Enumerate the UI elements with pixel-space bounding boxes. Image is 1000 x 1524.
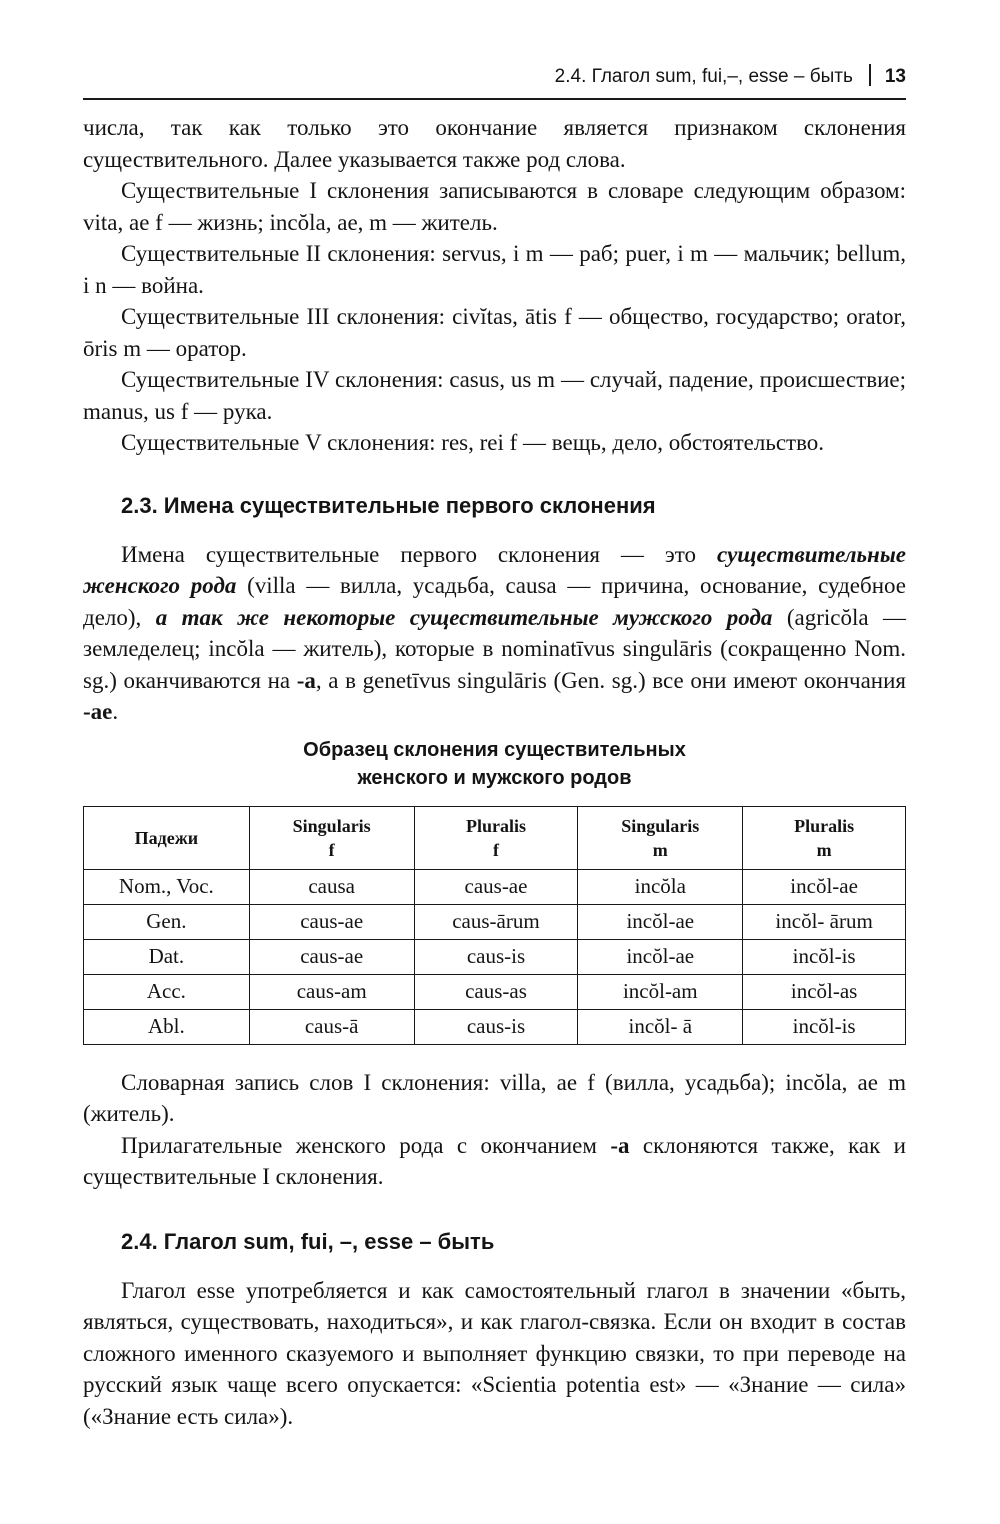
section-2-4-paragraph <box>83 1275 906 1433</box>
column-header-label: Singularis <box>292 815 371 836</box>
column-header <box>743 806 906 869</box>
table-cell: incŏl-is <box>743 939 906 974</box>
after-table-paragraph <box>83 1130 906 1193</box>
table-caption-line1: Образец склонения существительных <box>303 738 686 761</box>
table-cell: caus-ae <box>414 869 578 904</box>
table-cell: incŏl- ārum <box>743 904 906 939</box>
declension-table <box>83 806 906 1045</box>
table-caption-line2: женского и мужского родов <box>357 766 632 789</box>
column-header-label: Singularis <box>621 815 700 836</box>
text-run: Прилагательные женского рода с окончанием <box>121 1132 611 1158</box>
column-header <box>578 806 743 869</box>
text-run: (villa — вилла, усадьба, causa — причина, основание, судебное дело), <box>83 573 906 630</box>
column-header <box>414 806 578 869</box>
table-cell: caus-ārum <box>414 904 578 939</box>
column-header <box>84 806 250 869</box>
table-cell: caus-is <box>414 1009 578 1044</box>
text-run: числа, так как только это окончание является признаком склонения существительного. Далее указывается также род слова. <box>83 115 906 172</box>
table-cell: incŏl-ae <box>578 904 743 939</box>
table-cell: caus-ā <box>249 1009 414 1044</box>
text-run: Существительные V склонения: res, rei f — вещь, дело, обстоятельство. <box>121 430 825 455</box>
intro-paragraph <box>83 238 906 301</box>
table-cell: caus-ae <box>249 904 414 939</box>
table-row <box>84 869 906 904</box>
text-run: . <box>112 699 119 724</box>
table-header-row <box>84 806 906 869</box>
table-cell: incŏl-am <box>578 974 743 1009</box>
column-header-gender: f <box>328 839 335 860</box>
text-run: (agricŏla — земледелец; incŏla — житель), которые в nominatīvus singulāris (сокращенно Nom. sg.) оканчиваются на <box>83 604 906 693</box>
intro-paragraph <box>83 175 906 238</box>
text-run: Существительные IV склонения: casus, us m — случай, падение, происшествие; manus, us f — рука. <box>83 367 906 424</box>
text-run: -a <box>610 1132 630 1158</box>
text-run: Имена существительные первого склонения — это <box>121 541 718 567</box>
page-content <box>83 112 906 1432</box>
table-cell: caus-am <box>249 974 414 1009</box>
table-cell: incŏl-is <box>743 1009 906 1044</box>
intro-paragraph <box>83 301 906 364</box>
table-cell: incŏl-as <box>743 974 906 1009</box>
column-header <box>249 806 414 869</box>
intro-paragraph <box>83 364 906 427</box>
column-header-label: Падежи <box>134 827 199 848</box>
intro-paragraphs <box>83 112 906 459</box>
case-name-cell: Abl. <box>84 1009 250 1044</box>
section-heading-2-4: 2.4. Глагол sum, fui, –, esse – быть <box>121 1228 495 1254</box>
page-number: 13 <box>884 66 906 87</box>
after-table-paragraphs <box>83 1067 906 1193</box>
column-header-gender: f <box>492 839 499 860</box>
table-cell: incŏl-ae <box>743 869 906 904</box>
running-title: 2.4. Глагол sum, fui,–, esse – быть <box>554 66 853 87</box>
table-row <box>84 1009 906 1044</box>
intro-paragraph <box>83 112 906 175</box>
column-header-label: Pluralis <box>794 815 855 836</box>
text-run: Существительные II склонения: servus, i m — раб; puer, i m — мальчик; bellum, i n — война. <box>83 241 906 298</box>
table-body <box>84 869 906 1044</box>
table-cell: incŏla <box>578 869 743 904</box>
column-header-gender: m <box>652 839 668 860</box>
case-name-cell: Gen. <box>84 904 250 939</box>
table-cell: caus-is <box>414 939 578 974</box>
text-run: существительные женского рода <box>83 541 906 598</box>
running-header <box>83 60 906 100</box>
table-caption <box>83 736 906 792</box>
table-cell: caus-as <box>414 974 578 1009</box>
table-row <box>84 939 906 974</box>
text-run: Существительные III склонения: civĭtas, ātis f — общество, государство; orator, ōris m — оратор. <box>83 304 906 361</box>
table-cell: causa <box>249 869 414 904</box>
text-run: , а в genetīvus singulāris (Gen. sg.) все они имеют окончания <box>315 667 906 693</box>
text-run: Существительные I склонения записываются в словаре следующим образом: vita, ae f — жизнь; incŏla, ae, m — житель. <box>83 178 906 235</box>
table-row <box>84 904 906 939</box>
text-run: склоняются также, как и существительные I склонения. <box>83 1132 906 1189</box>
table-cell: incŏl- ā <box>578 1009 743 1044</box>
table-cell: caus-ae <box>249 939 414 974</box>
after-table-paragraph <box>83 1067 906 1130</box>
table-row <box>84 974 906 1009</box>
section-heading-2-3: 2.3. Имена существительные первого склонения <box>121 492 656 518</box>
text-run: Словарная запись слов I склонения: villa, ae f (вилла, усадьба); incŏla, ae m (житель). <box>83 1069 906 1126</box>
case-name-cell: Acc. <box>84 974 250 1009</box>
text-run: а так же некоторые существительные мужского рода <box>155 604 773 630</box>
table-cell: incŏl-ae <box>578 939 743 974</box>
text-run: -ae <box>83 699 113 724</box>
case-name-cell: Dat. <box>84 939 250 974</box>
column-header-gender: m <box>816 839 832 860</box>
section-2-3-paragraph <box>83 539 906 728</box>
column-header-label: Pluralis <box>465 815 526 836</box>
text-run: -a <box>296 667 316 693</box>
intro-paragraph <box>83 427 906 459</box>
text-run: Глагол esse употребляется и как самостоятельный глагол в значении «быть, являться, существовать, находиться», и как глагол-связка. Если он входит в состав сложного именного сказуемого и выполняет функцию связки, то при переводе на русский язык чаще всего опускается: «Scientia potentia est» — «Знание — сила» («Знание есть сила»). <box>83 1277 906 1429</box>
case-name-cell: Nom., Voc. <box>84 869 250 904</box>
header-separator <box>869 64 871 86</box>
